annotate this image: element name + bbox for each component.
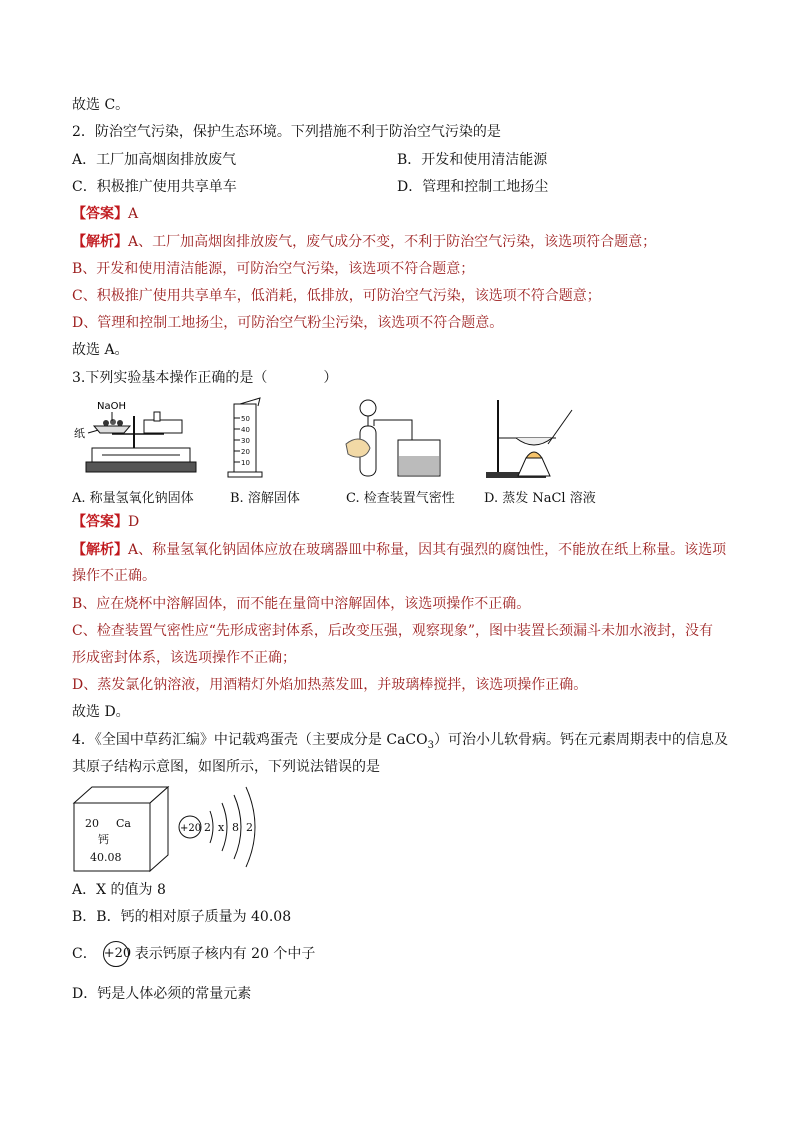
element-symbol: Ca <box>116 817 131 830</box>
q3-conclusion: 故选 D。 <box>72 704 130 720</box>
periodic-cell-figure <box>72 785 172 873</box>
shell-4-count: 2 <box>246 821 253 834</box>
mark-10: 10 <box>241 459 250 467</box>
atom-structure-figure <box>172 783 272 873</box>
q2-option-d: D．管理和控制工地扬尘 <box>397 179 549 195</box>
q3-stem: 3.下列实验基本操作正确的是（ ） <box>72 370 338 386</box>
analysis-tag: 【解析】 <box>72 234 128 250</box>
atomic-number: 20 <box>85 817 99 830</box>
q2-answer <box>72 205 138 223</box>
paper-label: 纸 <box>74 427 85 440</box>
figure-c-caption: C. 检查装置气密性 <box>346 491 455 506</box>
shell-1-count: 2 <box>204 821 211 834</box>
q4-stem-line-2: 其原子结构示意图，如图所示，下列说法错误的是 <box>72 759 380 775</box>
q4-option-a: A．X 的值为 8 <box>72 882 166 898</box>
q2-analysis-line-2: B、开发和使用清洁能源，可防治空气污染，该选项不符合题意； <box>72 261 475 277</box>
q4-stem-line-1 <box>72 731 728 755</box>
q4-option-b: B．B．钙的相对原子质量为 40.08 <box>72 909 292 925</box>
mark-50: 50 <box>241 415 250 423</box>
answer-value: A <box>128 206 139 222</box>
q3-analysis-line-4: C、检查装置气密性应“先形成密封体系，后改变压强，观察现象”，图中装置长颈漏斗未加水液封，没有 <box>72 623 714 639</box>
q2-option-b: B．开发和使用清洁能源 <box>397 152 548 168</box>
q4-stem-text: 4．《全国中草药汇编》中记载鸡蛋壳（主要成分是 CaCO <box>72 732 428 748</box>
subscript: 3 <box>427 739 434 751</box>
figure-d-caption: D. 蒸发 NaCl 溶液 <box>484 491 596 506</box>
q4-stem-text: ）可治小儿软骨病。钙在元素周期表中的信息及 <box>433 732 728 748</box>
airtightness-figure <box>340 396 455 482</box>
naoh-label: NaOH <box>97 401 126 412</box>
q2-conclusion: 故选 A。 <box>72 342 129 358</box>
q3-answer <box>72 513 139 531</box>
q3-analysis-line-1 <box>72 541 726 559</box>
nucleus-circle: +20 <box>103 941 129 967</box>
shell-3-count: 8 <box>232 821 239 834</box>
q2-option-c: C．积极推广使用共享单车 <box>72 179 237 195</box>
q4-option-c <box>72 941 315 967</box>
atomic-mass: 40.08 <box>90 851 122 864</box>
q2-option-a: A．工厂加高烟囱排放废气 <box>72 152 237 168</box>
mark-40: 40 <box>241 426 250 434</box>
q4-option-d: D．钙是人体必须的常量元素 <box>72 986 252 1002</box>
q2-analysis-line-3: C、积极推广使用共享单车，低消耗，低排放，可防治空气污染，该选项不符合题意； <box>72 288 601 304</box>
analysis-text: A、称量氢氧化钠固体应放在玻璃器皿中称量，因其有强烈的腐蚀性，不能放在纸上称量。该选项 <box>128 542 727 558</box>
q2-stem: 2．防治空气污染，保护生态环境。下列措施不利于防治空气污染的是 <box>72 124 501 140</box>
figure-b-caption: B. 溶解固体 <box>230 491 300 506</box>
analysis-text: A、工厂加高烟囱排放废气，废气成分不变，不利于防治空气污染，该选项符合题意； <box>128 234 657 250</box>
answer-tag: 【答案】 <box>72 514 128 530</box>
answer-tag: 【答案】 <box>72 206 128 222</box>
nucleus-label: +20 <box>180 823 202 834</box>
q3-analysis-line-6: D、蒸发氯化钠溶液，用酒精灯外焰加热蒸发皿，并玻璃棒搅拌，该选项操作正确。 <box>72 677 588 693</box>
cylinder-figure <box>220 396 280 482</box>
figure-a-caption: A. 称量氢氧化钠固体 <box>72 491 194 506</box>
option-text: 表示钙原子核内有 20 个中子 <box>134 946 316 962</box>
option-label: C． <box>72 946 97 962</box>
q1-conclusion: 故选 C。 <box>72 97 130 113</box>
q2-analysis-line-1 <box>72 233 656 251</box>
element-name: 钙 <box>98 833 109 846</box>
answer-value: D <box>128 514 140 530</box>
mark-30: 30 <box>241 437 250 445</box>
shell-2-count: x <box>218 821 225 834</box>
q3-analysis-line-3: B、应在烧杯中溶解固体，而不能在量筒中溶解固体，该选项操作不正确。 <box>72 596 531 612</box>
mark-20: 20 <box>241 448 250 456</box>
q3-analysis-line-2: 操作不正确。 <box>72 568 156 584</box>
q2-analysis-line-4: D、管理和控制工地扬尘，可防治空气粉尘污染，该选项不符合题意。 <box>72 315 504 331</box>
q3-analysis-line-5: 形成密封体系，该选项操作不正确； <box>72 650 296 666</box>
evaporation-figure <box>476 396 596 482</box>
analysis-tag: 【解析】 <box>72 542 128 558</box>
balance-figure <box>72 396 202 482</box>
